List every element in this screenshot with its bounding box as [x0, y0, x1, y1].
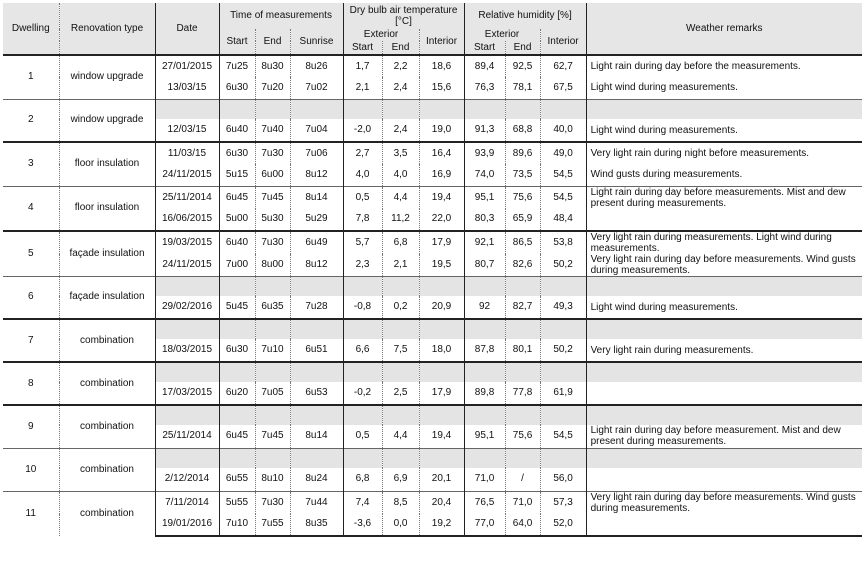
table-row [3, 405, 862, 425]
cell-temp-ext-start: 7,8 [343, 209, 382, 231]
spacer-cell [464, 99, 505, 119]
cell-time-start: 5u00 [219, 209, 255, 231]
table-row [3, 319, 862, 339]
renovation-type: window upgrade [59, 99, 155, 142]
spacer-cell [419, 319, 464, 339]
spacer-cell [219, 319, 255, 339]
spacer-cell [219, 405, 255, 425]
spacer-cell [343, 99, 382, 119]
spacer-cell [505, 276, 540, 296]
header-hum-exterior: Exterior [464, 29, 540, 41]
dwelling-id: 1 [3, 55, 59, 99]
spacer-cell [586, 448, 862, 468]
spacer-cell [155, 319, 219, 339]
spacer-cell [382, 405, 419, 425]
cell-hum-interior: 57,3 [540, 491, 586, 514]
cell-temp-ext-start: -0,8 [343, 296, 382, 319]
renovation-type: window upgrade [59, 55, 155, 99]
cell-hum-ext-end: 80,1 [505, 339, 540, 362]
cell-temp-ext-start: 6,8 [343, 468, 382, 491]
table-header [3, 3, 862, 55]
renovation-type: floor insulation [59, 186, 155, 231]
cell-temp-interior: 16,9 [419, 164, 464, 186]
cell-hum-ext-start: 93,9 [464, 142, 505, 164]
dwelling-id: 6 [3, 276, 59, 319]
cell-temp-ext-start: 5,7 [343, 231, 382, 254]
cell-temp-ext-end: 6,9 [382, 468, 419, 491]
dwelling-id: 5 [3, 231, 59, 277]
spacer-cell [540, 319, 586, 339]
cell-date: 24/11/2015 [155, 254, 219, 277]
header-temp-end: End [382, 41, 419, 55]
cell-sunrise: 7u06 [290, 142, 343, 164]
cell-date: 19/03/2015 [155, 231, 219, 254]
spacer-cell [155, 448, 219, 468]
cell-temp-interior: 19,5 [419, 254, 464, 277]
table-body [3, 55, 862, 536]
cell-time-start: 6u40 [219, 231, 255, 254]
cell-temp-ext-start: -3,6 [343, 514, 382, 536]
cell-hum-ext-start: 76,5 [464, 491, 505, 514]
spacer-cell [586, 405, 862, 425]
spacer-cell [419, 405, 464, 425]
cell-hum-interior: 50,2 [540, 339, 586, 362]
cell-date: 2/12/2014 [155, 468, 219, 491]
cell-temp-ext-end: 2,4 [382, 77, 419, 99]
cell-temp-ext-end: 2,2 [382, 55, 419, 77]
cell-sunrise: 5u29 [290, 209, 343, 231]
cell-sunrise: 7u02 [290, 77, 343, 99]
cell-hum-ext-start: 95,1 [464, 425, 505, 448]
cell-hum-ext-start: 74,0 [464, 164, 505, 186]
renovation-type: combination [59, 491, 155, 536]
renovation-type: combination [59, 362, 155, 405]
cell-hum-ext-end: 68,8 [505, 119, 540, 142]
cell-sunrise: 7u44 [290, 491, 343, 514]
cell-date: 17/03/2015 [155, 382, 219, 405]
cell-temp-ext-end: 0,2 [382, 296, 419, 319]
table-row [3, 362, 862, 382]
cell-time-start: 5u15 [219, 164, 255, 186]
cell-temp-ext-start: 1,7 [343, 55, 382, 77]
header-remarks: Weather remarks [586, 3, 862, 55]
cell-time-end: 7u40 [255, 119, 290, 142]
header-time-end: End [255, 29, 290, 55]
spacer-cell [382, 319, 419, 339]
cell-remarks: Wind gusts during measurements. [586, 164, 862, 186]
cell-remarks: Very light rain during measurements. Light wind during measurements. [586, 231, 862, 254]
cell-remarks: Light rain during day before measurement. Mist and dew present during measurements. [586, 425, 862, 448]
cell-hum-ext-end: 82,7 [505, 296, 540, 319]
cell-sunrise: 7u28 [290, 296, 343, 319]
cell-temp-interior: 22,0 [419, 209, 464, 231]
cell-remarks [586, 209, 862, 231]
cell-hum-ext-end: 77,8 [505, 382, 540, 405]
cell-hum-interior: 48,4 [540, 209, 586, 231]
cell-hum-ext-end: 73,5 [505, 164, 540, 186]
cell-temp-ext-end: 2,4 [382, 119, 419, 142]
spacer-cell [382, 448, 419, 468]
cell-remarks [586, 514, 862, 536]
spacer-cell [464, 362, 505, 382]
spacer-cell [290, 448, 343, 468]
spacer-cell [540, 99, 586, 119]
cell-temp-interior: 17,9 [419, 231, 464, 254]
table-row [3, 231, 862, 254]
cell-time-start: 7u00 [219, 254, 255, 277]
spacer-cell [382, 276, 419, 296]
cell-time-start: 7u25 [219, 55, 255, 77]
spacer-cell [343, 448, 382, 468]
cell-hum-ext-end: 64,0 [505, 514, 540, 536]
cell-hum-ext-start: 91,3 [464, 119, 505, 142]
cell-temp-ext-end: 3,5 [382, 142, 419, 164]
cell-date: 11/03/15 [155, 142, 219, 164]
cell-date: 16/06/2015 [155, 209, 219, 231]
header-temp-exterior: Exterior [343, 29, 419, 41]
cell-temp-ext-start: 7,4 [343, 491, 382, 514]
cell-temp-interior: 20,9 [419, 296, 464, 319]
cell-remarks: Light wind during measurements. [586, 77, 862, 99]
spacer-cell [464, 276, 505, 296]
cell-time-start: 6u40 [219, 119, 255, 142]
cell-temp-ext-end: 2,5 [382, 382, 419, 405]
spacer-cell [155, 99, 219, 119]
spacer-cell [464, 405, 505, 425]
dwelling-id: 7 [3, 319, 59, 362]
cell-date: 18/03/2015 [155, 339, 219, 362]
cell-hum-ext-start: 71,0 [464, 468, 505, 491]
cell-temp-interior: 18,6 [419, 55, 464, 77]
spacer-cell [464, 319, 505, 339]
cell-remarks: Very light rain during day before measurements. Wind gusts during measurements. [586, 254, 862, 277]
renovation-type: floor insulation [59, 142, 155, 186]
spacer-cell [343, 276, 382, 296]
cell-temp-interior: 19,2 [419, 514, 464, 536]
spacer-cell [540, 276, 586, 296]
cell-temp-ext-start: 2,1 [343, 77, 382, 99]
cell-hum-interior: 62,7 [540, 55, 586, 77]
cell-hum-ext-start: 87,8 [464, 339, 505, 362]
cell-hum-ext-start: 77,0 [464, 514, 505, 536]
cell-time-start: 6u30 [219, 77, 255, 99]
cell-time-start: 7u10 [219, 514, 255, 536]
cell-date: 13/03/15 [155, 77, 219, 99]
dwelling-id: 3 [3, 142, 59, 186]
cell-hum-ext-end: / [505, 468, 540, 491]
cell-remarks: Very light rain during measurements. [586, 339, 862, 362]
spacer-cell [343, 362, 382, 382]
cell-remarks: Light wind during measurements. [586, 119, 862, 142]
spacer-cell [219, 99, 255, 119]
spacer-cell [505, 448, 540, 468]
table-row [3, 276, 862, 296]
cell-temp-ext-end: 4,4 [382, 425, 419, 448]
measurement-table [3, 3, 862, 537]
header-temp-interior: Interior [419, 29, 464, 55]
spacer-cell [290, 276, 343, 296]
spacer-cell [219, 362, 255, 382]
cell-time-end: 6u35 [255, 296, 290, 319]
spacer-cell [155, 362, 219, 382]
dwelling-id: 11 [3, 491, 59, 536]
cell-temp-ext-start: 4,0 [343, 164, 382, 186]
cell-hum-interior: 53,8 [540, 231, 586, 254]
dwelling-id: 9 [3, 405, 59, 448]
cell-remarks [586, 382, 862, 405]
cell-time-end: 7u45 [255, 186, 290, 209]
spacer-cell [382, 362, 419, 382]
cell-hum-ext-start: 80,3 [464, 209, 505, 231]
cell-time-start: 6u45 [219, 186, 255, 209]
cell-sunrise: 8u26 [290, 55, 343, 77]
spacer-cell [419, 276, 464, 296]
cell-hum-interior: 54,5 [540, 164, 586, 186]
spacer-cell [586, 362, 862, 382]
cell-hum-interior: 50,2 [540, 254, 586, 277]
cell-time-end: 8u10 [255, 468, 290, 491]
renovation-type: façade insulation [59, 231, 155, 277]
cell-time-end: 7u30 [255, 231, 290, 254]
renovation-type: façade insulation [59, 276, 155, 319]
cell-hum-ext-end: 71,0 [505, 491, 540, 514]
spacer-cell [290, 362, 343, 382]
spacer-cell [419, 362, 464, 382]
spacer-cell [255, 319, 290, 339]
dwelling-id: 10 [3, 448, 59, 491]
cell-time-end: 7u20 [255, 77, 290, 99]
spacer-cell [382, 99, 419, 119]
cell-date: 25/11/2014 [155, 425, 219, 448]
cell-time-start: 5u45 [219, 296, 255, 319]
cell-hum-ext-start: 89,4 [464, 55, 505, 77]
cell-time-end: 7u30 [255, 491, 290, 514]
cell-temp-interior: 20,4 [419, 491, 464, 514]
cell-temp-ext-end: 4,4 [382, 186, 419, 209]
header-date: Date [155, 3, 219, 55]
cell-remarks: Light wind during measurements. [586, 296, 862, 319]
cell-sunrise: 8u12 [290, 164, 343, 186]
cell-hum-ext-start: 89,8 [464, 382, 505, 405]
cell-sunrise: 6u49 [290, 231, 343, 254]
cell-hum-interior: 49,0 [540, 142, 586, 164]
spacer-cell [255, 362, 290, 382]
cell-hum-interior: 52,0 [540, 514, 586, 536]
spacer-cell [505, 405, 540, 425]
spacer-cell [255, 448, 290, 468]
cell-temp-ext-start: 2,3 [343, 254, 382, 277]
cell-date: 12/03/15 [155, 119, 219, 142]
header-time-start: Start [219, 29, 255, 55]
cell-hum-ext-start: 76,3 [464, 77, 505, 99]
table-row [3, 186, 862, 209]
cell-hum-interior: 54,5 [540, 186, 586, 209]
spacer-cell [255, 405, 290, 425]
spacer-cell [586, 99, 862, 119]
cell-remarks: Light rain during day before the measurements. [586, 55, 862, 77]
spacer-cell [219, 276, 255, 296]
cell-hum-ext-start: 95,1 [464, 186, 505, 209]
cell-remarks [586, 468, 862, 491]
spacer-cell [255, 99, 290, 119]
cell-sunrise: 8u24 [290, 468, 343, 491]
cell-hum-ext-end: 78,1 [505, 77, 540, 99]
cell-hum-interior: 40,0 [540, 119, 586, 142]
cell-time-start: 6u55 [219, 468, 255, 491]
cell-hum-ext-end: 75,6 [505, 425, 540, 448]
cell-time-start: 6u45 [219, 425, 255, 448]
spacer-cell [419, 99, 464, 119]
cell-remarks: Light rain during day before measurements. Mist and dew present during measurements. [586, 186, 862, 209]
cell-time-end: 7u30 [255, 142, 290, 164]
renovation-type: combination [59, 405, 155, 448]
spacer-cell [586, 319, 862, 339]
spacer-cell [505, 319, 540, 339]
cell-time-end: 7u05 [255, 382, 290, 405]
cell-temp-interior: 20,1 [419, 468, 464, 491]
spacer-cell [219, 448, 255, 468]
spacer-cell [290, 405, 343, 425]
cell-temp-interior: 19,4 [419, 425, 464, 448]
header-temp-group: Dry bulb air temperature [°C] [343, 3, 464, 29]
spacer-cell [290, 99, 343, 119]
cell-time-end: 6u00 [255, 164, 290, 186]
spacer-cell [155, 276, 219, 296]
cell-hum-ext-start: 92 [464, 296, 505, 319]
table-row [3, 491, 862, 514]
cell-temp-ext-end: 4,0 [382, 164, 419, 186]
cell-temp-ext-start: -0,2 [343, 382, 382, 405]
cell-hum-ext-end: 86,5 [505, 231, 540, 254]
cell-sunrise: 8u12 [290, 254, 343, 277]
cell-time-end: 8u30 [255, 55, 290, 77]
cell-temp-ext-start: 0,5 [343, 425, 382, 448]
cell-hum-ext-end: 92,5 [505, 55, 540, 77]
header-sunrise: Sunrise [290, 29, 343, 55]
table-row [3, 448, 862, 468]
cell-temp-ext-start: 0,5 [343, 186, 382, 209]
header-humidity-group: Relative humidity [%] [464, 3, 586, 29]
cell-time-end: 8u00 [255, 254, 290, 277]
cell-sunrise: 8u35 [290, 514, 343, 536]
table-row [3, 55, 862, 77]
cell-hum-interior: 67,5 [540, 77, 586, 99]
spacer-cell [290, 319, 343, 339]
dwelling-id: 2 [3, 99, 59, 142]
cell-temp-ext-end: 0,0 [382, 514, 419, 536]
dwelling-id: 4 [3, 186, 59, 231]
cell-remarks: Very light rain during day before measurements. Wind gusts during measurements. [586, 491, 862, 514]
header-temp-start: Start [343, 41, 382, 55]
cell-temp-ext-start: 2,7 [343, 142, 382, 164]
cell-temp-ext-end: 6,8 [382, 231, 419, 254]
spacer-cell [255, 276, 290, 296]
cell-date: 7/11/2014 [155, 491, 219, 514]
cell-temp-ext-start: -2,0 [343, 119, 382, 142]
header-hum-interior: Interior [540, 29, 586, 55]
table-row [3, 99, 862, 119]
header-dwelling: Dwelling [3, 3, 59, 55]
spacer-cell [464, 448, 505, 468]
cell-temp-ext-end: 8,5 [382, 491, 419, 514]
cell-sunrise: 7u04 [290, 119, 343, 142]
spacer-cell [540, 448, 586, 468]
cell-temp-interior: 18,0 [419, 339, 464, 362]
cell-temp-ext-start: 6,6 [343, 339, 382, 362]
cell-time-start: 6u20 [219, 382, 255, 405]
cell-hum-ext-end: 65,9 [505, 209, 540, 231]
cell-temp-ext-end: 7,5 [382, 339, 419, 362]
cell-hum-interior: 54,5 [540, 425, 586, 448]
spacer-cell [419, 448, 464, 468]
cell-temp-interior: 19,0 [419, 119, 464, 142]
cell-sunrise: 6u51 [290, 339, 343, 362]
spacer-cell [505, 99, 540, 119]
spacer-cell [586, 276, 862, 296]
spacer-cell [155, 405, 219, 425]
header-time-group: Time of measurements [219, 3, 343, 29]
header-hum-end: End [505, 41, 540, 55]
header-renovation-type: Renovation type [59, 3, 155, 55]
cell-date: 24/11/2015 [155, 164, 219, 186]
cell-time-end: 5u30 [255, 209, 290, 231]
cell-date: 29/02/2016 [155, 296, 219, 319]
spacer-cell [540, 362, 586, 382]
cell-hum-interior: 56,0 [540, 468, 586, 491]
cell-time-end: 7u10 [255, 339, 290, 362]
table-row [3, 142, 862, 164]
cell-time-start: 5u55 [219, 491, 255, 514]
cell-time-start: 6u30 [219, 142, 255, 164]
cell-sunrise: 8u14 [290, 425, 343, 448]
spacer-cell [540, 405, 586, 425]
cell-hum-ext-end: 82,6 [505, 254, 540, 277]
cell-date: 19/01/2016 [155, 514, 219, 536]
cell-remarks: Very light rain during night before measurements. [586, 142, 862, 164]
cell-temp-interior: 17,9 [419, 382, 464, 405]
cell-sunrise: 6u53 [290, 382, 343, 405]
cell-date: 25/11/2014 [155, 186, 219, 209]
cell-date: 27/01/2015 [155, 55, 219, 77]
cell-hum-ext-start: 92,1 [464, 231, 505, 254]
cell-hum-ext-end: 89,6 [505, 142, 540, 164]
cell-temp-interior: 15,6 [419, 77, 464, 99]
spacer-cell [343, 319, 382, 339]
spacer-cell [343, 405, 382, 425]
cell-time-end: 7u45 [255, 425, 290, 448]
cell-hum-ext-start: 80,7 [464, 254, 505, 277]
spacer-cell [505, 362, 540, 382]
cell-time-start: 6u30 [219, 339, 255, 362]
header-hum-start: Start [464, 41, 505, 55]
cell-temp-interior: 19,4 [419, 186, 464, 209]
cell-temp-interior: 16,4 [419, 142, 464, 164]
cell-hum-interior: 61,9 [540, 382, 586, 405]
cell-hum-ext-end: 75,6 [505, 186, 540, 209]
cell-temp-ext-end: 11,2 [382, 209, 419, 231]
cell-temp-ext-end: 2,1 [382, 254, 419, 277]
renovation-type: combination [59, 319, 155, 362]
cell-sunrise: 8u14 [290, 186, 343, 209]
dwelling-id: 8 [3, 362, 59, 405]
cell-time-end: 7u55 [255, 514, 290, 536]
renovation-type: combination [59, 448, 155, 491]
cell-hum-interior: 49,3 [540, 296, 586, 319]
